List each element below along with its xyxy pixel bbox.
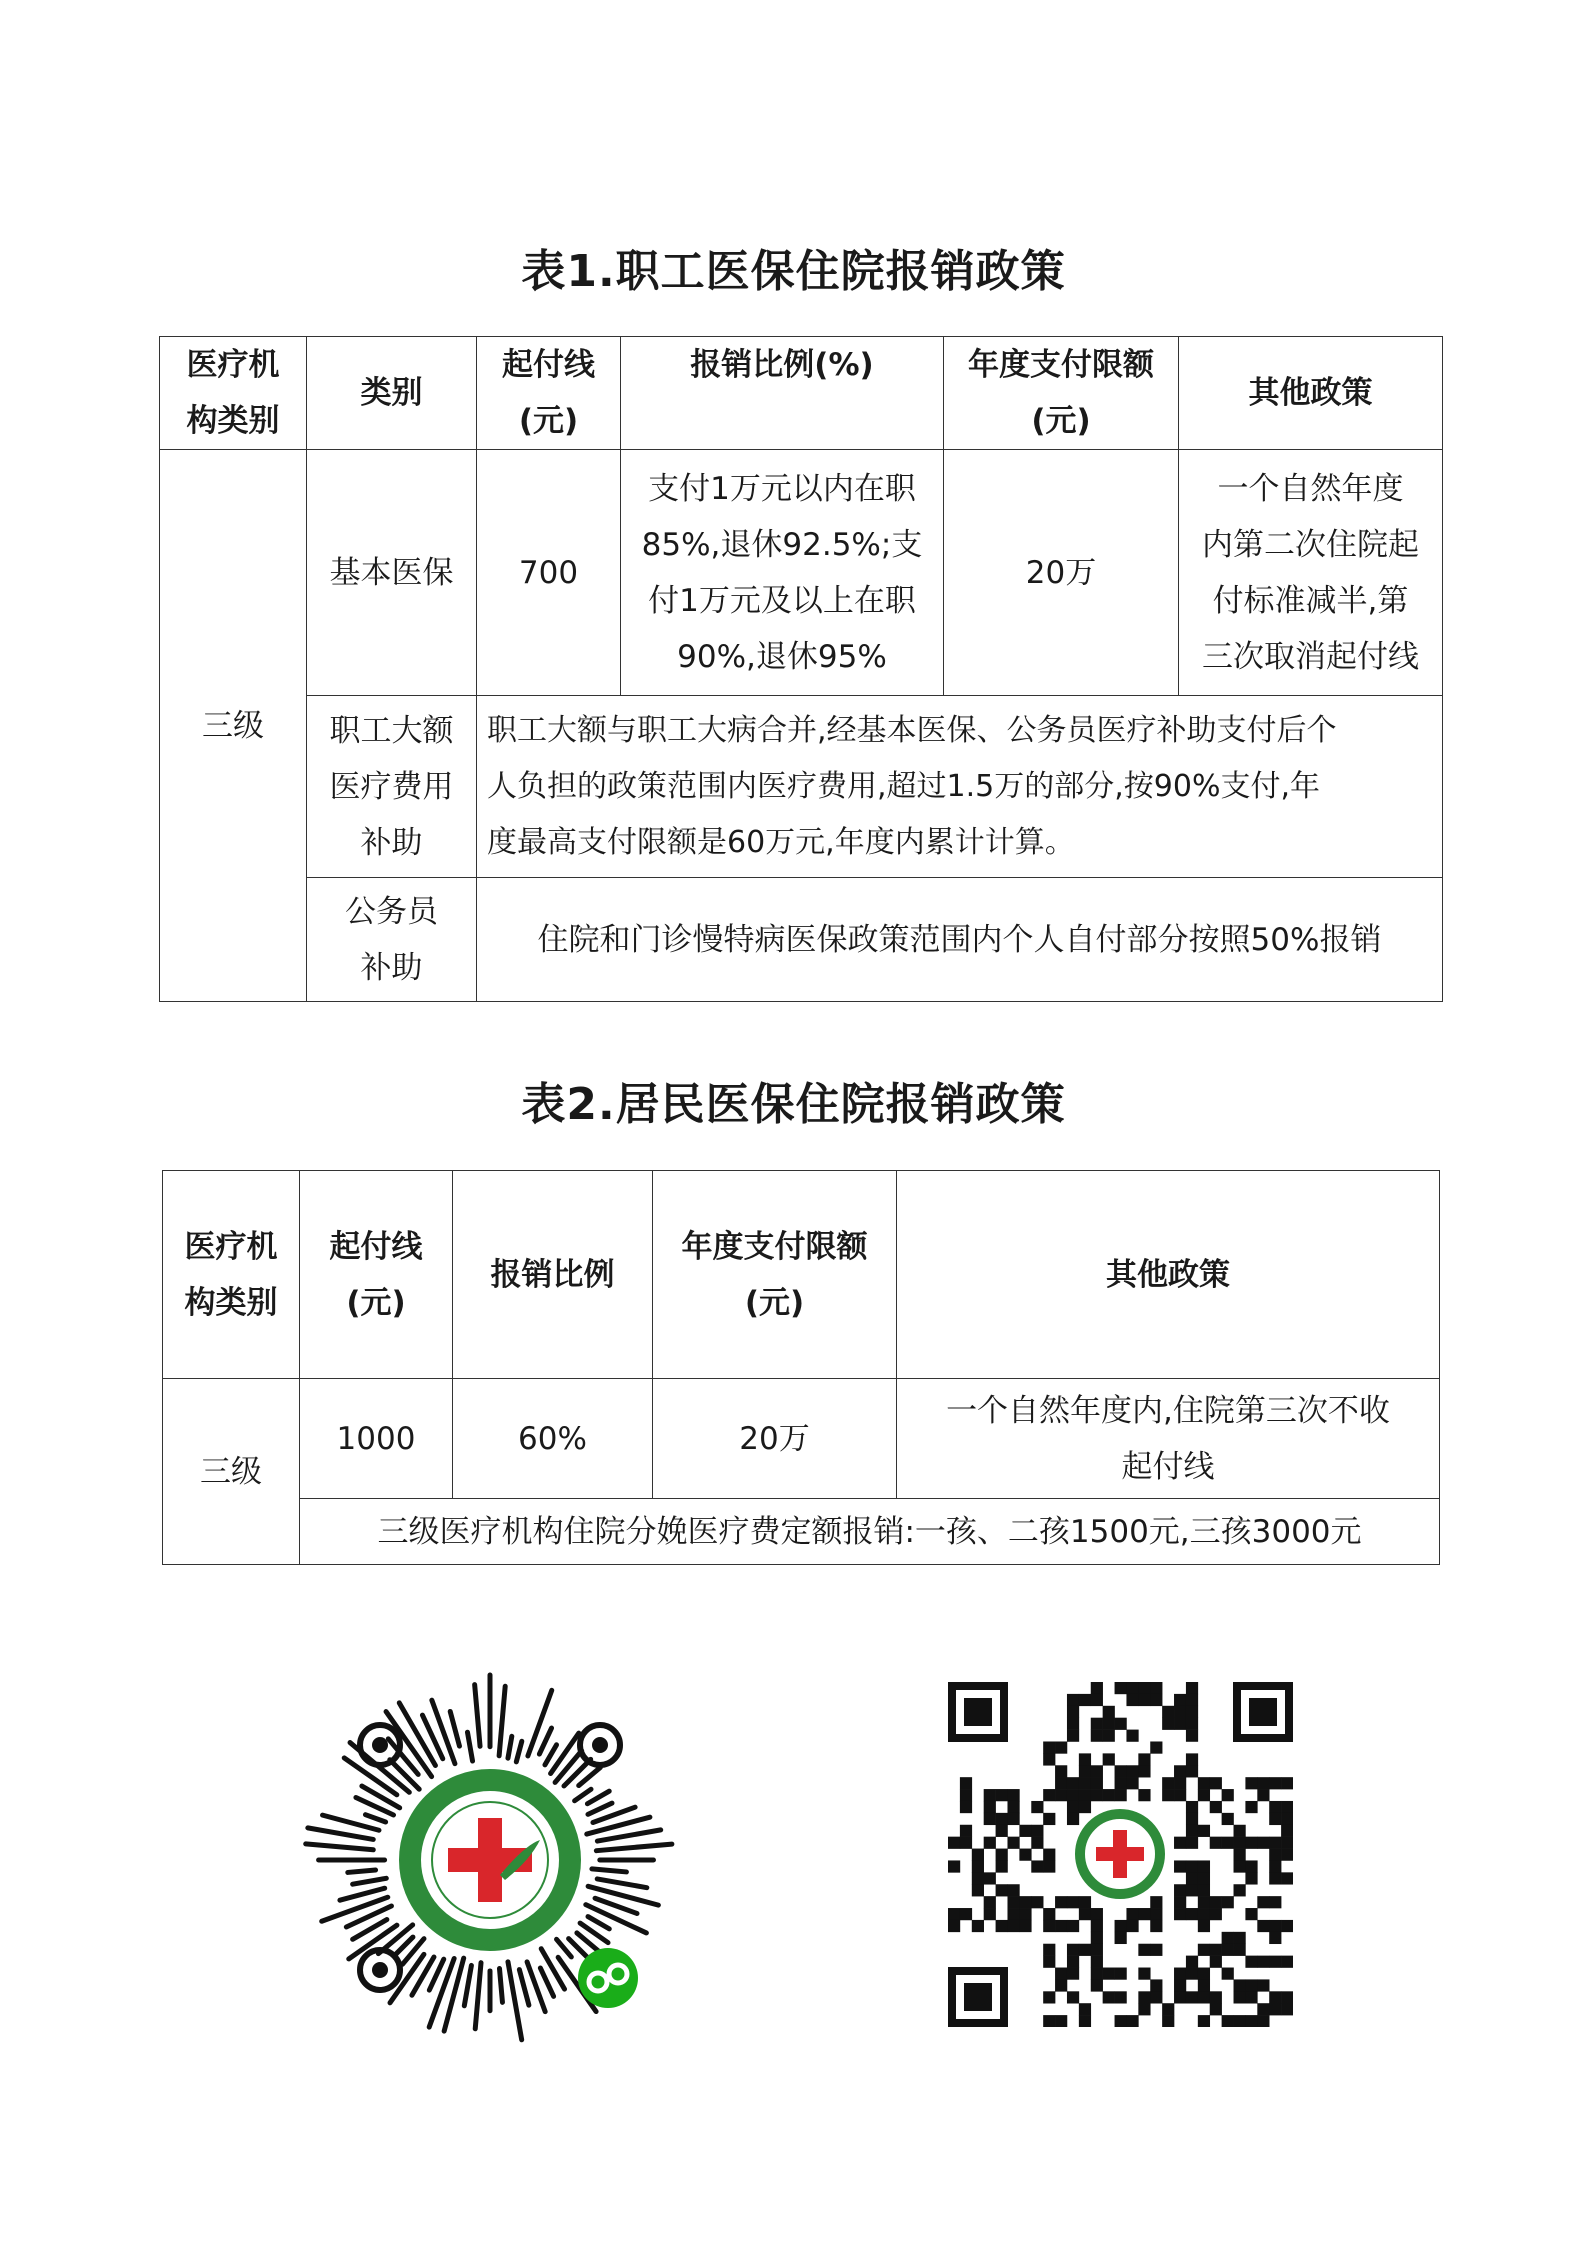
table1-header-row	[160, 337, 1443, 450]
t2-institution-level: 三级	[163, 1379, 300, 1565]
table2	[162, 1170, 1440, 1565]
t2-ratio: 60%	[453, 1379, 653, 1499]
major-category: 职工大额 医疗费用 补助	[307, 696, 477, 878]
header-category: 类别	[307, 337, 477, 450]
hospital-logo-icon	[410, 1780, 570, 1940]
t2-other: 一个自然年度内,住院第三次不收 起付线	[897, 1379, 1440, 1499]
t2-header-institution: 医疗机 构类别	[163, 1171, 300, 1379]
wechat-mini-program-code[interactable]	[300, 1670, 680, 2050]
header-institution: 医疗机 构类别	[160, 337, 307, 450]
header-deductible: 起付线 (元)	[477, 337, 621, 450]
major-description: 职工大额与职工大病合并,经基本医保、公务员医疗补助支付后个 人负担的政策范围内医疗费用,超过1.5万的部分,按90%支付,年 度最高支付限额是60万元,年度内累计计算。	[477, 696, 1443, 878]
basic-other: 一个自然年度 内第二次住院起 付标准减半,第 三次取消起付线	[1179, 450, 1443, 696]
civil-description: 住院和门诊慢特病医保政策范围内个人自付部分按照50%报销	[477, 878, 1443, 1002]
t2-header-limit: 年度支付限额 (元)	[653, 1171, 897, 1379]
t2-header-other: 其他政策	[897, 1171, 1440, 1379]
mini-program-badge-icon	[578, 1948, 638, 2008]
table1-row-basic	[160, 450, 1443, 696]
table2-row-note	[163, 1499, 1440, 1565]
basic-category: 基本医保	[307, 450, 477, 696]
civil-category: 公务员 补助	[307, 878, 477, 1002]
institution-level: 三级	[160, 450, 307, 1002]
basic-ratio: 支付1万元以内在职 85%,退休92.5%;支 付1万元及以上在职 90%,退休95%	[621, 450, 944, 696]
table2-title: 表2.居民医保住院报销政策	[521, 1079, 1066, 1130]
table1-row-civil	[160, 878, 1443, 1002]
t2-deductible: 1000	[300, 1379, 453, 1499]
table1-title: 表1.职工医保住院报销政策	[521, 246, 1066, 297]
t2-header-deductible: 起付线 (元)	[300, 1171, 453, 1379]
qr-center-logo-icon	[1072, 1806, 1168, 1902]
table1-row-major	[160, 696, 1443, 878]
table2-row-main	[163, 1379, 1440, 1499]
basic-deductible: 700	[477, 450, 621, 696]
qr-code-icon	[948, 1682, 1293, 2027]
table2-header-row	[163, 1171, 1440, 1379]
basic-limit: 20万	[944, 450, 1179, 696]
header-limit: 年度支付限额 (元)	[944, 337, 1179, 450]
header-other: 其他政策	[1179, 337, 1443, 450]
qr-code[interactable]	[948, 1682, 1293, 2027]
mini-program-code-icon	[300, 1670, 680, 2050]
t2-note: 三级医疗机构住院分娩医疗费定额报销:一孩、二孩1500元,三孩3000元	[300, 1499, 1440, 1565]
t2-header-ratio: 报销比例	[453, 1171, 653, 1379]
t2-limit: 20万	[653, 1379, 897, 1499]
table1	[159, 336, 1443, 1002]
header-ratio: 报销比例(%)	[621, 337, 944, 450]
